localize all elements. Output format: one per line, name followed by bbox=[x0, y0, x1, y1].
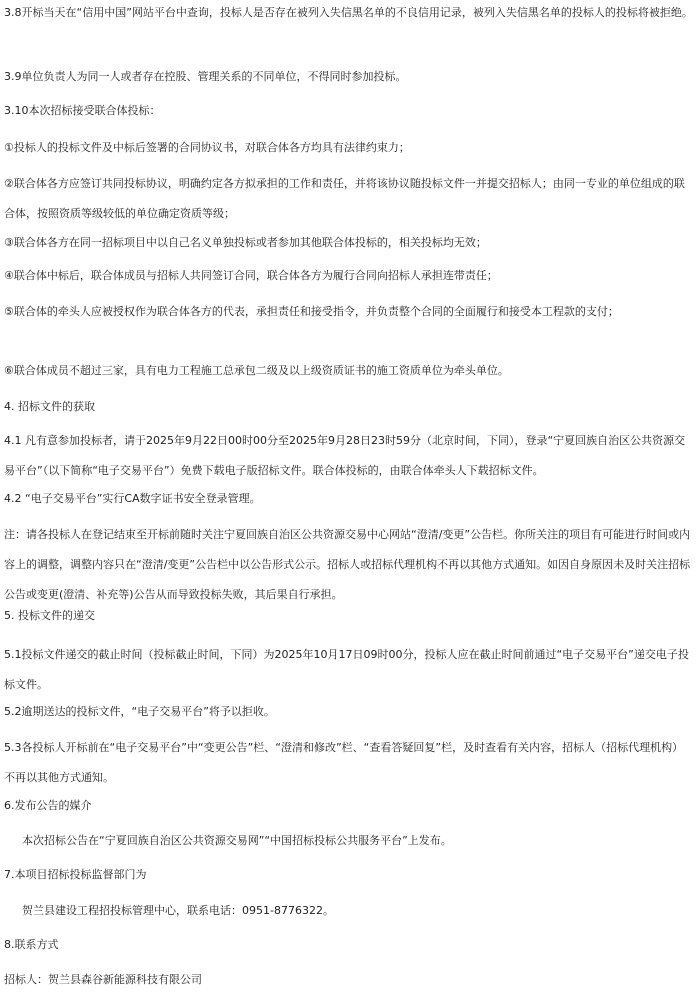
paragraph-item-3: ③联合体各方在同一招标项目中以自己名义单独投标或者参加其他联合体投标的，相关投标均无效； bbox=[4, 236, 487, 249]
paragraph-4-2: 4.2 “电子交易平台”实行CA数字证书安全登录管理。 bbox=[4, 492, 261, 505]
heading-section-5: 5. 投标文件的递交 bbox=[4, 609, 95, 622]
paragraph-6-body: 本次招标公告在“宁夏回族自治区公共资源交易网”“中国招标投标公共服务平台”上发布。 bbox=[22, 834, 452, 847]
paragraph-item-6: ⑥联合体成员不超过三家，具有电力工程施工总承包二级及以上级资质证书的施工资质单位为牵头单位。 bbox=[4, 364, 509, 377]
paragraph-3-9: 3.9单位负责人为同一人或者存在控股、管理关系的不同单位，不得同时参加投标。 bbox=[4, 70, 407, 83]
paragraph-item-2: ②联合体各方应签订共同投标协议，明确约定各方拟承担的工作和责任，并将该协议随投标文件一并提交招标人；由同一专业的单位组成的联合体，按照资质等级较低的单位确定资质等级； bbox=[4, 177, 685, 220]
paragraph-3-10: 3.10本次招标接受联合体投标： bbox=[4, 104, 161, 117]
paragraph-5-3: 5.3各投标人开标前在“电子交易平台”中“变更公告”栏、“澄清和修改”栏、“查看答疑回复”栏，及时查看有关内容，招标人（招标代理机构）不再以其他方式通知。 bbox=[4, 741, 684, 784]
paragraph-item-1: ①投标人的投标文件及中标后签署的合同协议书，对联合体各方均具有法律约束力； bbox=[4, 141, 410, 154]
heading-section-6: 6.发布公告的媒介 bbox=[4, 799, 92, 812]
paragraph-5-2: 5.2逾期送达的投标文件，“电子交易平台”将予以拒收。 bbox=[4, 705, 275, 718]
heading-section-4: 4. 招标文件的获取 bbox=[4, 400, 95, 413]
paragraph-note: 注：请各投标人在登记结束至开标前随时关注宁夏回族自治区公共资源交易中心网站“澄清/变更”公告栏。你所关注的项目有可能进行时间或内容上的调整，调整内容只在“澄清/变更”公告栏中以公告形式公示。招标人或招标代理机构不再以其他方式通知。如因自身原因未及时关注招标公告或变更(澄清、补充等)公告从而导致投标失败，其后果自行承担。 bbox=[4, 528, 691, 601]
heading-section-8: 8.联系方式 bbox=[4, 938, 59, 951]
paragraph-item-5: ⑤联合体的牵头人应被授权作为联合体各方的代表，承担责任和接受指令，并负责整个合同的全面履行和接受本工程款的支付； bbox=[4, 305, 619, 318]
paragraph-5-1: 5.1投标文件递交的截止时间（投标截止时间，下同）为2025年10月17日09时00分，投标人应在截止时间前通过“电子交易平台”递交电子投标文件。 bbox=[4, 648, 689, 691]
paragraph-tenderer: 招标人：贺兰县森谷新能源科技有限公司 bbox=[4, 973, 202, 986]
paragraph-3-8: 3.8开标当天在“信用中国”网站平台中查询，投标人是否存在被列入失信黑名单的不良信用记录，被列入失信黑名单的投标人的投标将被拒绝。 bbox=[4, 6, 693, 19]
paragraph-4-1: 4.1 凡有意参加投标者，请于2025年9月22日00时00分至2025年9月28日23时59分（北京时间，下同），登录“宁夏回族自治区公共资源交易平台”（以下简称“电子交易平台”）免费下载电子版招标文件。联合体投标的，由联合体牵头人下载招标文件。 bbox=[4, 434, 686, 477]
paragraph-item-4: ④联合体中标后，联合体成员与招标人共同签订合同，联合体各方为履行合同向招标人承担连带责任； bbox=[4, 269, 498, 282]
paragraph-7-body: 贺兰县建设工程招投标管理中心，联系电话：0951-8776322。 bbox=[22, 904, 334, 917]
heading-section-7: 7.本项目招标投标监督部门为 bbox=[4, 868, 147, 881]
